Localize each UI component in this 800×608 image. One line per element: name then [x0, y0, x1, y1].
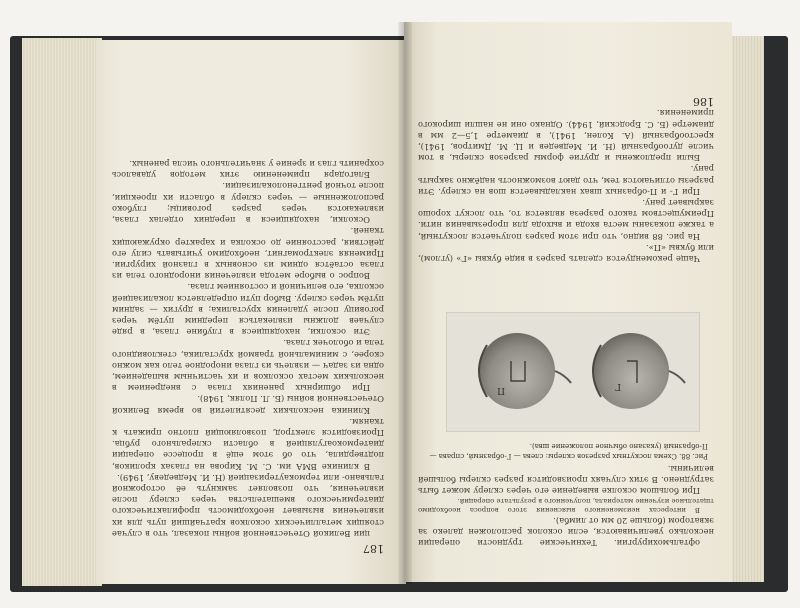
figure-eyes — [446, 312, 700, 432]
paragraph: При Г- и П-образных швах накладывается шов на склеру. Эти разрезы отличаются тем, что дают возможность надёжно закрыть рану. — [418, 164, 714, 197]
left-page-text — [112, 158, 384, 554]
paragraph: На рис. 88 видно, что при этом разрез получается лоскутный, а также показаны места входа и выхода для прорезывания нити. Преимуществом такого разреза является то, что лоскут хорошо закрывает рану. — [418, 197, 714, 242]
book-gutter — [398, 22, 412, 584]
paragraph: офтальмохирургии. Технические трудности операции несколько увеличиваются, если осколок расположен далеко за экватором (больше 20 мм от лимба). — [418, 515, 714, 548]
paragraph: Были предложены и другие формы разрезов склеры, в том числе дугообразный (Н. И. Медведев и Ц. М. Дмитров, 1941), крестообразный (А. Колен, 1941), в диаметре 1,5—2 мм в диаметре (Б. С. Бродский, 1944). Однако они не нашли широкого применения. — [418, 108, 714, 164]
right-page-number: 186 — [693, 95, 714, 109]
figure-label-g: Г — [615, 381, 621, 391]
left-page-edges — [22, 38, 102, 586]
paragraph: Вопрос о выборе метода извлечения инородного тела из глаза остаётся одним из основных в глазной хирургии. Применяя электромагнит, необходимо учитывать силу его действия, расстояние до осколка и характер окружающих тканей. — [112, 226, 384, 282]
footnote: В интересах неизмененного выяснения этого вопроса необходимо тщательное изучение материала, полученного в результате операций. — [418, 497, 714, 515]
left-page-number: 187 — [363, 542, 384, 555]
paragraph: Клиника нескольких десятилетий во время Великой Отечественной войны (Б. Л. Поляк, 1948). — [112, 394, 384, 416]
right-page — [404, 22, 732, 582]
right-page-lower-text — [418, 463, 714, 548]
eye-right — [479, 333, 571, 409]
paragraph: Эти осколки, находящиеся в глубине глаза, в ряде случаев должны извлекаться передним путём через роговицу после удаления хрусталика; в других — задним путём через склеру. Выбор пути определяется локализацией осколка, его величиной и состоянием глаза. — [112, 282, 384, 338]
paragraph: Благодаря применению этих методов удавалось сохранить глаз и зрение у значительного числа раненых. — [112, 159, 384, 181]
paragraph: Осколки, находящиеся в передних отделах глаза, извлекаются через разрез роговицы; глубоко расположенные — через склеру в области их проекции, после точной рентгенолокализации. — [112, 181, 384, 226]
left-page-content — [96, 40, 406, 584]
paragraph: Чаще рекомендуется сделать разрез в виде буквы «Г» (углом), или буквы «П». — [418, 242, 714, 264]
right-page-number-row — [418, 96, 714, 107]
figure-label-p: П — [497, 385, 505, 395]
paragraph: ции Великой Отечественной войны показал, что в случае стоящих металлических осколков кратчайший путь для их извлечения вызывает необходимость профилактического диатермического вмешательства через склеру после извлечения, что позволяет замкнуть её осторожной гальвано- или термокаутеризацией (Н. И. Медведеву, 1949). — [112, 472, 384, 539]
paragraph: При большом осколке выведение его через склеру может быть затруднено. В этих случаях производится разрез склеры большей величины. — [418, 463, 714, 497]
eye-diagram — [447, 313, 699, 431]
right-page-content — [404, 22, 732, 582]
eye-left — [593, 333, 685, 409]
figure-caption: Рис. 88. Схема лоскутных разрезов склеры: слева — Г-образный, справа — П-образный (указано обычное положение шва). — [429, 442, 708, 460]
paragraph: При обширных ранениях глаза с внедрением в нескольких местах осколков и их частичным выпадением, одна из задач — извлечь из глаза инородное тело как можно скорее, с минимальной травмой хрусталика, стекловидного тела и оболочек глаза. — [112, 338, 384, 394]
right-page-upper-text — [418, 90, 714, 264]
paragraph: В клинике ВМА им. С. М. Кирова на глазах кроликов, подтвердила, что об этом ещё в процессе операции диатермокоагуляцией в области склерального рубца. Производится электрод, позволяющий плотно прижать к тканям. — [112, 416, 384, 472]
left-page — [96, 40, 406, 584]
right-page-edges — [728, 36, 764, 582]
